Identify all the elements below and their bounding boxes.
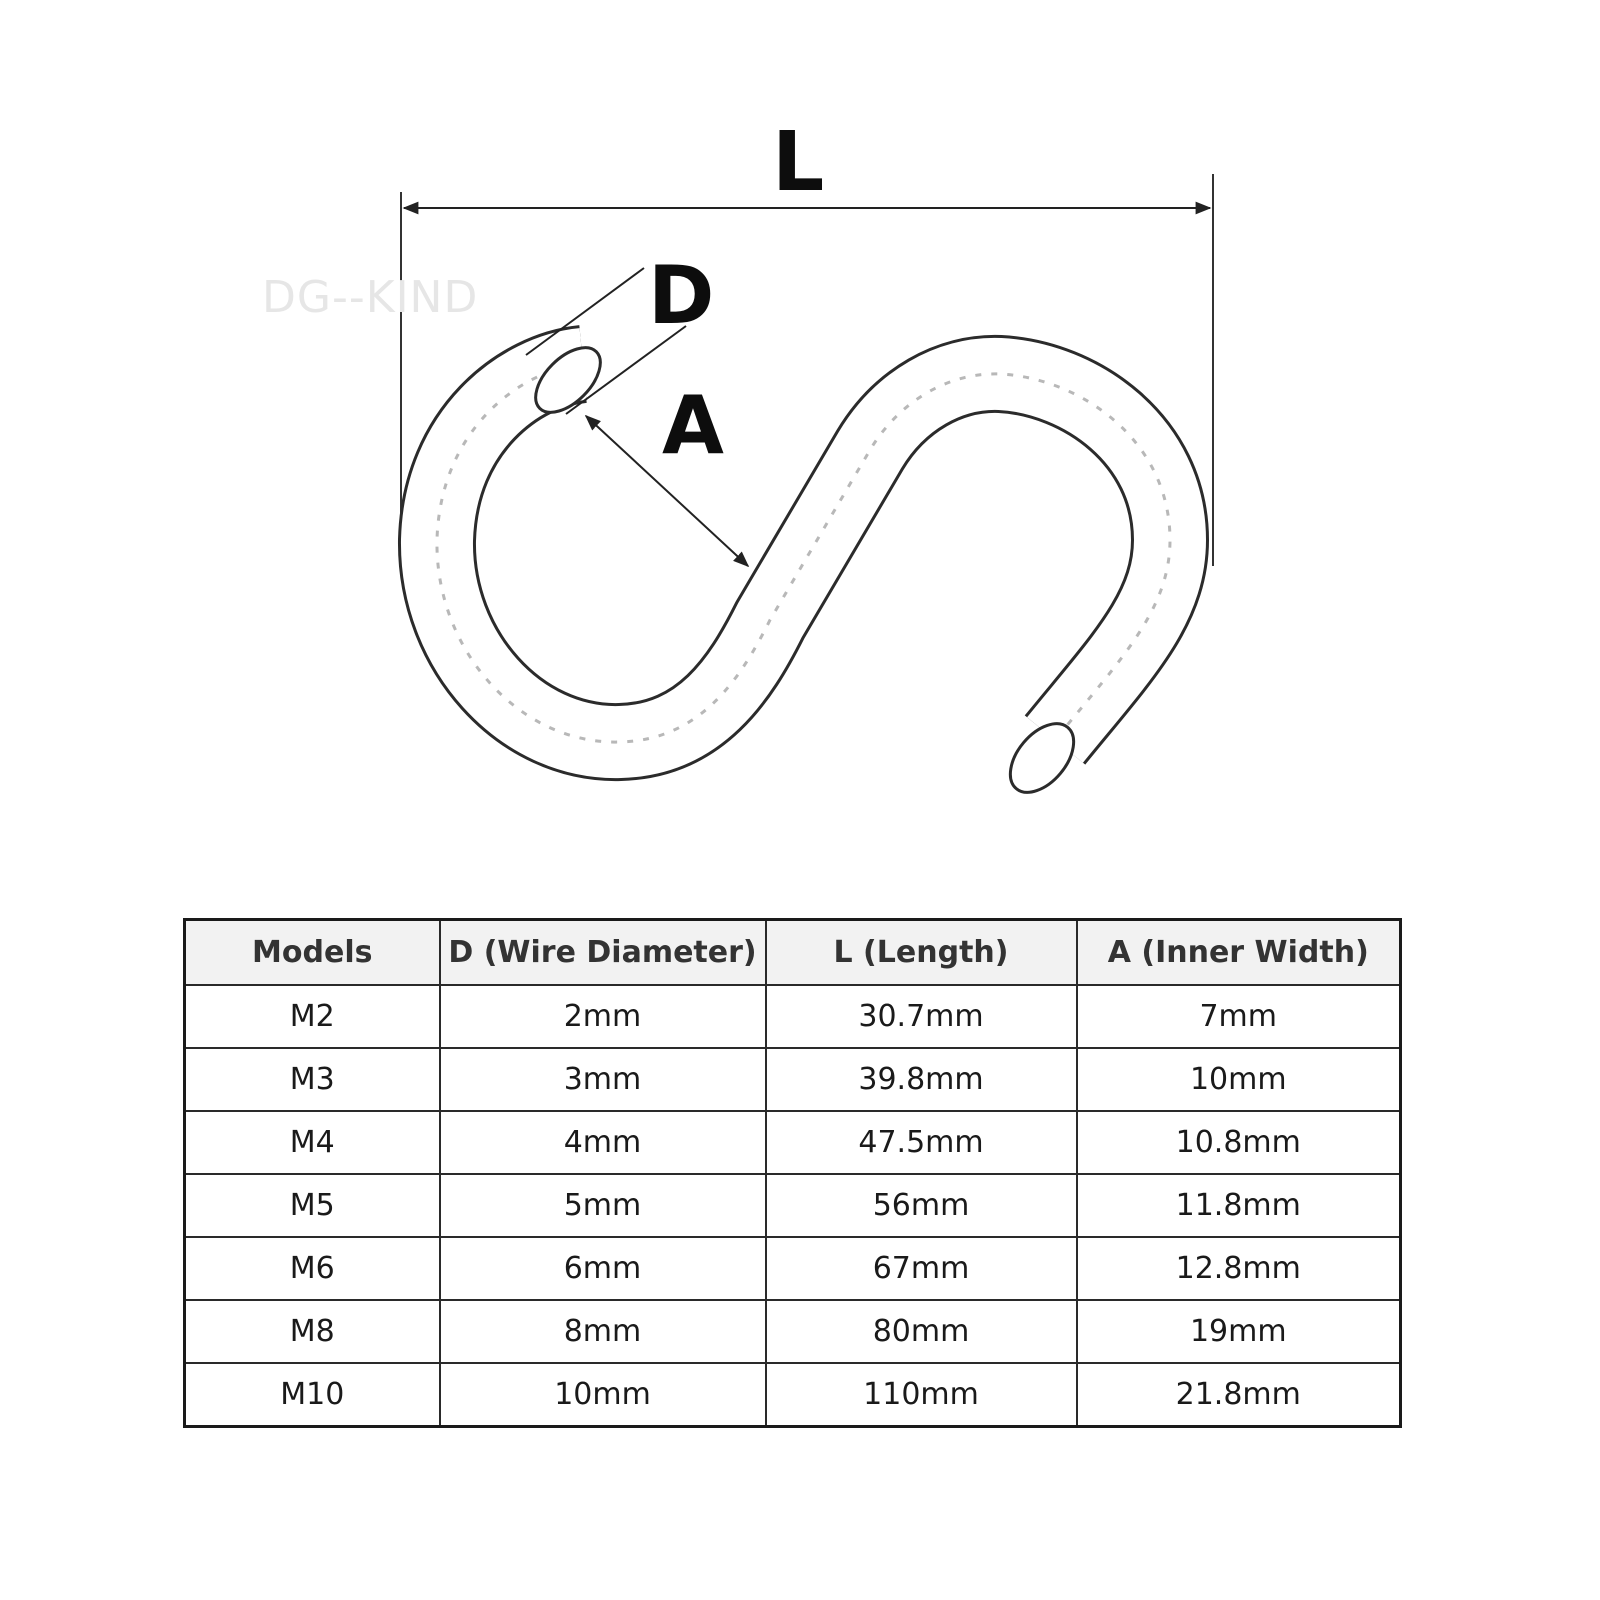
- cell-inner-width: 11.8mm: [1077, 1174, 1401, 1237]
- table-row: [185, 1174, 1401, 1237]
- cell-wire-diameter: 5mm: [440, 1174, 766, 1237]
- table-header-row: [185, 920, 1401, 986]
- cell-wire-diameter: 2mm: [440, 985, 766, 1048]
- cell-wire-diameter: 10mm: [440, 1363, 766, 1427]
- cell-wire-diameter: 3mm: [440, 1048, 766, 1111]
- cell-wire-diameter: 4mm: [440, 1111, 766, 1174]
- cell-length: 56mm: [766, 1174, 1077, 1237]
- cell-model: M2: [185, 985, 440, 1048]
- cell-inner-width: 7mm: [1077, 985, 1401, 1048]
- cell-inner-width: 10mm: [1077, 1048, 1401, 1111]
- header-wire-diameter: D (Wire Diameter): [440, 920, 766, 986]
- cell-inner-width: 12.8mm: [1077, 1237, 1401, 1300]
- cell-length: 47.5mm: [766, 1111, 1077, 1174]
- specification-table: [183, 918, 1402, 1428]
- header-inner-width: A (Inner Width): [1077, 920, 1401, 986]
- length-label: L: [772, 115, 825, 210]
- cell-inner-width: 19mm: [1077, 1300, 1401, 1363]
- cell-inner-width: 10.8mm: [1077, 1111, 1401, 1174]
- watermark-text: DG--KIND: [262, 272, 479, 323]
- cell-model: M6: [185, 1237, 440, 1300]
- table-row: [185, 985, 1401, 1048]
- table-row: [185, 1363, 1401, 1427]
- cell-model: M10: [185, 1363, 440, 1427]
- diameter-leader-top: [526, 268, 644, 355]
- table-row: [185, 1300, 1401, 1363]
- cell-model: M3: [185, 1048, 440, 1111]
- cell-length: 110mm: [766, 1363, 1077, 1427]
- header-models: Models: [185, 920, 440, 986]
- cell-wire-diameter: 6mm: [440, 1237, 766, 1300]
- header-length: L (Length): [766, 920, 1077, 986]
- cell-model: M5: [185, 1174, 440, 1237]
- wire-diameter-label: D: [648, 249, 715, 342]
- s-hook: [437, 336, 1170, 804]
- cell-inner-width: 21.8mm: [1077, 1363, 1401, 1427]
- cell-length: 67mm: [766, 1237, 1077, 1300]
- cell-wire-diameter: 8mm: [440, 1300, 766, 1363]
- table-row: [185, 1237, 1401, 1300]
- cell-length: 39.8mm: [766, 1048, 1077, 1111]
- cell-length: 30.7mm: [766, 985, 1077, 1048]
- inner-width-label: A: [662, 379, 724, 472]
- table-row: [185, 1048, 1401, 1111]
- cell-model: M4: [185, 1111, 440, 1174]
- table-row: [185, 1111, 1401, 1174]
- cell-model: M8: [185, 1300, 440, 1363]
- cell-length: 80mm: [766, 1300, 1077, 1363]
